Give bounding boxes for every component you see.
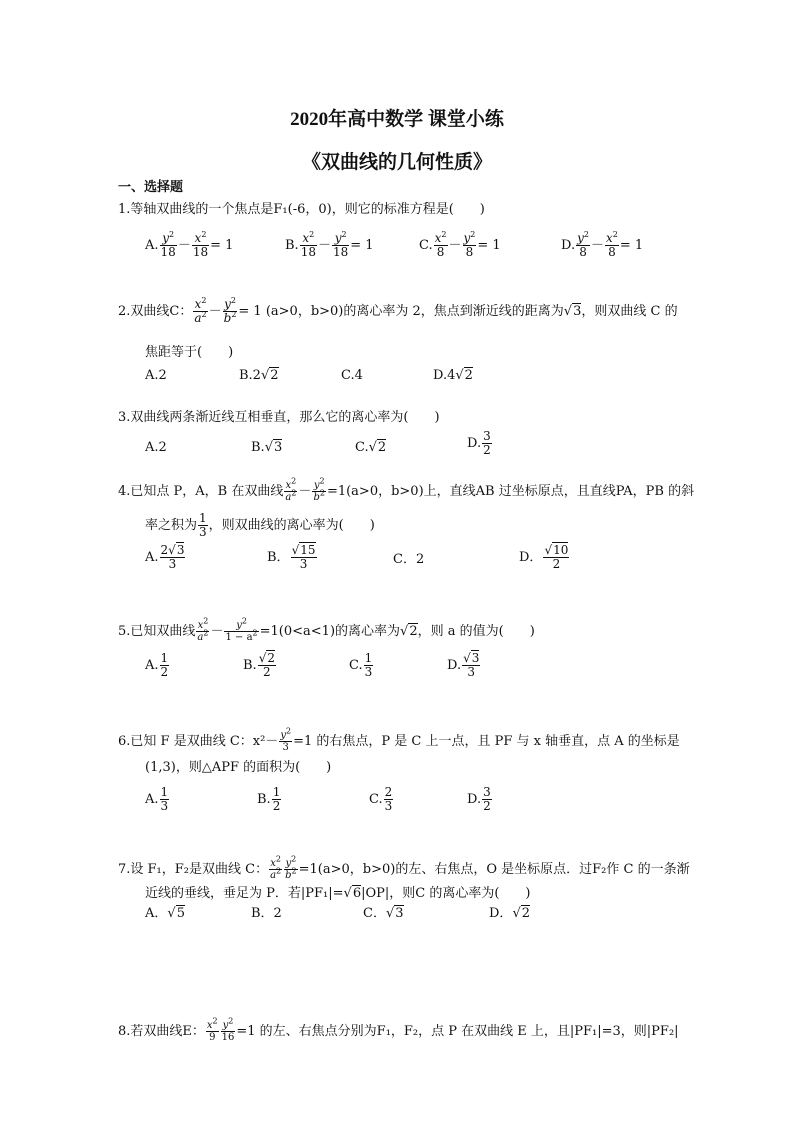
q2-option-b: B.2√2 — [239, 368, 279, 383]
question-6-stem-line2: (1,3)，则△APF 的面积为( ) — [145, 760, 332, 775]
q5-option-b: B. $\frac{√2}{2}$ — [243, 651, 275, 679]
q7-option-c: C．√3 — [363, 906, 404, 921]
q3-option-a: A.2 — [145, 440, 167, 455]
q7-option-d: D．√2 — [489, 906, 531, 921]
q6-option-c: C. $\frac{2}{3}$ — [369, 785, 393, 813]
question-2-stem: 2.双曲线C： $\frac{x^2}{a^2}$ － $\frac{y^2}{b^2}$ = 1 (a>0，b>0)的离心率为 2，焦点到渐近线的距离为√3，则双曲线 C 的 — [118, 296, 678, 325]
q2-option-d: D.4√2 — [433, 368, 473, 383]
q2-option-a: A.2 — [145, 368, 167, 383]
question-7-stem-line2: 近线的垂线，垂足为 P．若|PF₁|=√6|OP|，则C 的离心率为( ) — [145, 886, 531, 901]
q5-option-a: A. $\frac{1}{2}$ — [145, 651, 169, 679]
q4-option-d: D． $\frac{√10}{2}$ — [519, 543, 569, 571]
q1-option-d: D. $\frac{y^2}{8}$ － $\frac{x^2}{8}$ = 1 — [561, 230, 644, 259]
question-7-stem: 7.设 F₁，F₂是双曲线 C： $\frac{x^2}{a^2}$ $\frac{y^2}{b^2}$ =1(a>0，b>0)的左、右焦点，O 是坐标原点．过F₂作 C 的一条渐 — [118, 854, 690, 881]
question-2-stem-line2: 焦距等于( ) — [145, 345, 234, 360]
question-4-stem-line2: 率之积为 $\frac{1}{3}$ ，则双曲线的离心率为( ) — [145, 511, 375, 539]
page-title: 2020年高中数学 课堂小练 — [290, 109, 504, 130]
q3-option-d: D. $\frac{3}{2}$ — [467, 429, 491, 457]
q7-option-a: A．√5 — [145, 906, 185, 921]
q2-option-c: C.4 — [341, 368, 363, 383]
q3-option-b: B.√3 — [251, 440, 283, 455]
q3-option-c: C.√2 — [355, 440, 387, 455]
page-subtitle: 《双曲线的几何性质》 — [301, 152, 492, 173]
question-4-stem: 4.已知点 P，A，B 在双曲线 $\frac{x^2}{a^2}$ － $\frac{y^2}{b^2}$ =1(a>0，b>0)上，直线AB 过坐标原点，且直线PA，PB 的斜 — [118, 476, 695, 503]
q5-option-c: C. $\frac{1}{3}$ — [349, 651, 373, 679]
question-5-stem: 5.已知双曲线 $\frac{x^2}{a^2}$ － $\frac{y^2}{1 - a^2}$ =1(0<a<1)的离心率为√2，则 a 的值为( ) — [118, 616, 535, 643]
question-3-stem: 3.双曲线两条渐近线互相垂直，那么它的离心率为( ) — [118, 410, 440, 425]
question-8-stem: 8.若双曲线E： $\frac{x^2}{9}$ $\frac{y^2}{16}$ =1 的左、右焦点分别为F₁，F₂，点 P 在双曲线 E 上，且|PF₁|=3，则|PF₂| — [118, 1016, 679, 1043]
q5-option-d: D. $\frac{√3}{3}$ — [447, 651, 480, 679]
q6-option-d: D. $\frac{3}{2}$ — [467, 785, 491, 813]
q4-option-a: A. $\frac{2√3}{3}$ — [145, 543, 185, 571]
section-heading: 一、选择题 — [118, 180, 184, 195]
question-1-stem: 1.等轴双曲线的一个焦点是F₁(-6，0)，则它的标准方程是( ) — [118, 202, 485, 217]
q1-option-b: B. $\frac{x^2}{18}$ － $\frac{y^2}{18}$ = 1 — [285, 230, 374, 259]
q1-option-c: C. $\frac{x^2}{8}$ － $\frac{y^2}{8}$ = 1 — [419, 230, 501, 259]
q7-option-b: B．2 — [251, 906, 282, 921]
q1-option-a: A. $\frac{y^2}{18}$ － $\frac{x^2}{18}$ = 1 — [145, 230, 234, 259]
q4-option-c: C．2 — [393, 552, 425, 567]
question-6-stem: 6.已知 F 是双曲线 C：x²－ $\frac{y^2}{3}$ =1 的右焦点，P 是 C 上一点，且 PF 与 x 轴垂直，点 A 的坐标是 — [118, 726, 680, 753]
q4-option-b: B． $\frac{√15}{3}$ — [267, 543, 316, 571]
q6-option-a: A. $\frac{1}{3}$ — [145, 785, 169, 813]
q6-option-b: B. $\frac{1}{2}$ — [257, 785, 281, 813]
